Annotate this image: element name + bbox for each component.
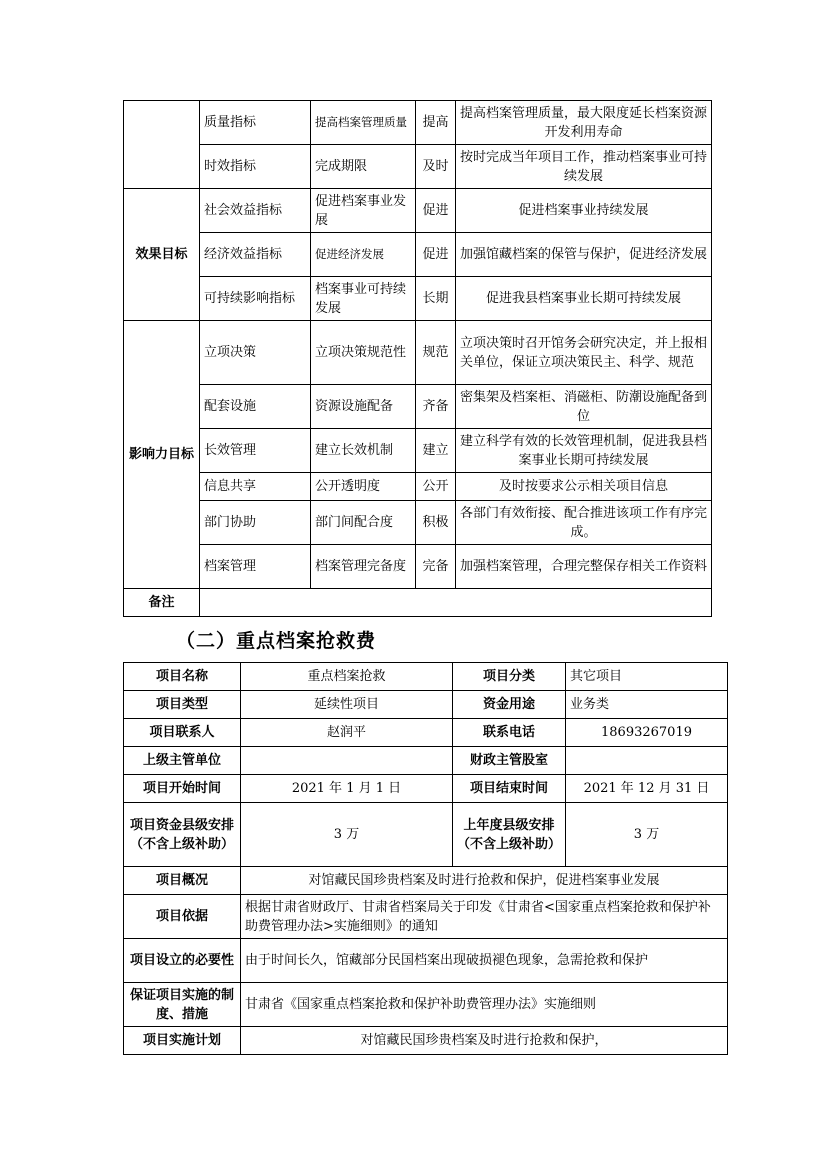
- metric-cell: 公开透明度: [311, 473, 416, 501]
- table-row: [124, 663, 728, 691]
- value-cell: 提高: [416, 101, 456, 145]
- target-cell: 加强档案管理，合理完整保存相关工作资料: [456, 545, 712, 589]
- performance-indicator-table: [123, 100, 712, 617]
- remarks-label: 备注: [124, 589, 200, 617]
- table-row: [124, 189, 712, 233]
- section-heading: （二）重点档案抢救费: [176, 630, 377, 652]
- metric-cell: 立项决策规范性: [311, 321, 416, 385]
- guarantee-value: 甘肃省《国家重点档案抢救和保护补助费管理办法》实施细则: [241, 983, 728, 1027]
- indicator-cell: 可持续影响指标: [200, 277, 311, 321]
- metric-cell: 完成期限: [311, 145, 416, 189]
- finance-office-label: 财政主管股室: [453, 747, 566, 775]
- start-time-value: 2021 年 1 月 1 日: [241, 775, 453, 803]
- basis-value: 根据甘肃省财政厅、甘肃省档案局关于印发《甘肃省<国家重点档案抢救和保护补助费管理办法>实施细则》的通知: [241, 895, 728, 939]
- target-cell: 密集架及档案柜、消磁柜、防潮设施配备到位: [456, 385, 712, 429]
- target-cell: 立项决策时召开馆务会研究决定，并上报相关单位，保证立项决策民主、科学、规范: [456, 321, 712, 385]
- metric-cell: 资源设施配备: [311, 385, 416, 429]
- table-row: [124, 939, 728, 983]
- table-row: [124, 385, 712, 429]
- contact-value: 赵润平: [241, 719, 453, 747]
- phone-label: 联系电话: [453, 719, 566, 747]
- metric-cell: 促进经济发展: [311, 233, 416, 277]
- project-name-label: 项目名称: [124, 663, 241, 691]
- table-row: [124, 983, 728, 1027]
- overview-label: 项目概况: [124, 867, 241, 895]
- project-type-value: 延续性项目: [241, 691, 453, 719]
- target-cell: 按时完成当年项目工作，推动档案事业可持续发展: [456, 145, 712, 189]
- necessity-value: 由于时间长久，馆藏部分民国档案出现破损褪色现象，急需抢救和保护: [241, 939, 728, 983]
- indicator-cell: 长效管理: [200, 429, 311, 473]
- indicator-cell: 时效指标: [200, 145, 311, 189]
- table-row: [124, 867, 728, 895]
- value-cell: 及时: [416, 145, 456, 189]
- indicator-cell: 配套设施: [200, 385, 311, 429]
- target-cell: 各部门有效衔接、配合推进该项工作有序完成。: [456, 501, 712, 545]
- metric-cell: 档案管理完备度: [311, 545, 416, 589]
- value-cell: 促进: [416, 233, 456, 277]
- table-row: [124, 277, 712, 321]
- contact-label: 项目联系人: [124, 719, 241, 747]
- start-time-label: 项目开始时间: [124, 775, 241, 803]
- metric-cell: 档案事业可持续发展: [311, 277, 416, 321]
- value-cell: 规范: [416, 321, 456, 385]
- supervisor-label: 上级主管单位: [124, 747, 241, 775]
- target-cell: 提高档案管理质量，最大限度延长档案资源开发利用寿命: [456, 101, 712, 145]
- table-row: [124, 101, 712, 145]
- last-year-fund-label: 上年度县级安排（不含上级补助）: [453, 803, 566, 867]
- project-info-table: [123, 662, 728, 1055]
- table-row: [124, 719, 728, 747]
- table-row: [124, 1027, 728, 1055]
- value-cell: 促进: [416, 189, 456, 233]
- indicator-cell: 社会效益指标: [200, 189, 311, 233]
- target-cell: 加强馆藏档案的保管与保护，促进经济发展: [456, 233, 712, 277]
- county-fund-value: 3 万: [241, 803, 453, 867]
- target-cell: 及时按要求公示相关项目信息: [456, 473, 712, 501]
- value-cell: 齐备: [416, 385, 456, 429]
- end-time-label: 项目结束时间: [453, 775, 566, 803]
- table-row: [124, 589, 712, 617]
- project-type-label: 项目类型: [124, 691, 241, 719]
- implementation-plan-label: 项目实施计划: [124, 1027, 241, 1055]
- value-cell: 公开: [416, 473, 456, 501]
- fund-usage-label: 资金用途: [453, 691, 566, 719]
- last-year-fund-value: 3 万: [566, 803, 728, 867]
- metric-cell: 建立长效机制: [311, 429, 416, 473]
- group-label-influence: 影响力目标: [124, 321, 200, 589]
- table-row: [124, 429, 712, 473]
- guarantee-label: 保证项目实施的制度、措施: [124, 983, 241, 1027]
- remarks-value: [200, 589, 712, 617]
- phone-value: 18693267019: [566, 719, 728, 747]
- metric-cell: 提高档案管理质量: [311, 101, 416, 145]
- end-time-value: 2021 年 12 月 31 日: [566, 775, 728, 803]
- table-row: [124, 691, 728, 719]
- target-cell: 促进我县档案事业长期可持续发展: [456, 277, 712, 321]
- table-row: [124, 895, 728, 939]
- value-cell: 完备: [416, 545, 456, 589]
- supervisor-value: [241, 747, 453, 775]
- indicator-cell: 经济效益指标: [200, 233, 311, 277]
- project-name-value: 重点档案抢救: [241, 663, 453, 691]
- table-row: [124, 545, 712, 589]
- table-row: [124, 501, 712, 545]
- finance-office-value: [566, 747, 728, 775]
- metric-cell: 部门间配合度: [311, 501, 416, 545]
- indicator-cell: 信息共享: [200, 473, 311, 501]
- overview-value: 对馆藏民国珍贵档案及时进行抢救和保护，促进档案事业发展: [241, 867, 728, 895]
- table-row: [124, 775, 728, 803]
- project-category-value: 其它项目: [566, 663, 728, 691]
- group-cell-empty: [124, 101, 200, 189]
- metric-cell: 促进档案事业发展: [311, 189, 416, 233]
- indicator-cell: 立项决策: [200, 321, 311, 385]
- table-row: [124, 803, 728, 867]
- indicator-cell: 部门协助: [200, 501, 311, 545]
- indicator-cell: 档案管理: [200, 545, 311, 589]
- target-cell: 促进档案事业持续发展: [456, 189, 712, 233]
- group-label-effect: 效果目标: [124, 189, 200, 321]
- fund-usage-value: 业务类: [566, 691, 728, 719]
- county-fund-label: 项目资金县级安排（不含上级补助）: [124, 803, 241, 867]
- target-cell: 建立科学有效的长效管理机制，促进我县档案事业长期可持续发展: [456, 429, 712, 473]
- basis-label: 项目依据: [124, 895, 241, 939]
- value-cell: 长期: [416, 277, 456, 321]
- project-category-label: 项目分类: [453, 663, 566, 691]
- table-row: [124, 473, 712, 501]
- implementation-plan-value: 对馆藏民国珍贵档案及时进行抢救和保护，: [241, 1027, 728, 1055]
- table-row: [124, 747, 728, 775]
- necessity-label: 项目设立的必要性: [124, 939, 241, 983]
- value-cell: 积极: [416, 501, 456, 545]
- indicator-cell: 质量指标: [200, 101, 311, 145]
- table-row: [124, 321, 712, 385]
- table-row: [124, 145, 712, 189]
- table-row: [124, 233, 712, 277]
- value-cell: 建立: [416, 429, 456, 473]
